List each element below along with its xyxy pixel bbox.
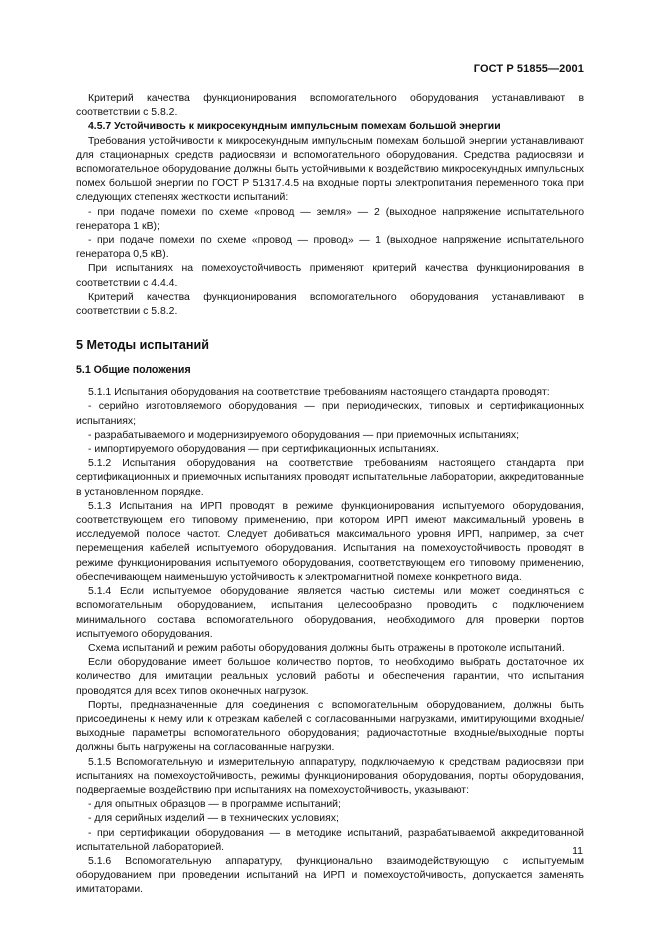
paragraph: - при подаче помехи по схеме «провод — провод» — 1 (выходное напряжение испытательного генератора 0,5 кВ). <box>76 235 584 261</box>
paragraph: 5.1.4 Если испытуемое оборудование является частью системы или может соединяться с вспомогательным оборудованием, испытания целесообразно проводить с подключением минимального состава вспомогательного оборудования, необходимого для проверки портов испытуемого оборудования. <box>76 586 584 640</box>
paragraph: 5.1.2 Испытания оборудования на соответствие требованиям настоящего стандарта при сертификационных и приемочных испытаниях проводят испытательные лаборатории, аккредитованные в установленном порядке. <box>76 458 584 498</box>
paragraph: Требования устойчивости к микросекундным импульсным помехам большой энергии устанавливают для стационарных средств радиосвязи и вспомогательного оборудования. Средства радиосвязи и вспомогательное оборудование должны быть устойчивыми к воздействию микросекундных импульсных помех большой энергии по ГОСТ Р 51317.4.5 на входные порты электропитания переменного тока при следующих степенях жесткости испытаний: <box>76 135 584 204</box>
paragraph: Если оборудование имеет большое количество портов, то необходимо выбрать достаточное их количество для имитации реальных условий работы и обеспечения гарантии, что испытания проводятся для всех типов оконечных нагрузок. <box>76 657 584 697</box>
paragraph: 5.1.6 Вспомогательную аппаратуру, функционально взаимодействующую с испытуемым оборудованием при проведении испытаний на ИРП и помехоустойчивость, допускается заменять имитаторами. <box>76 855 584 896</box>
paragraph: - при подаче помехи по схеме «провод — земля» — 2 (выходное напряжение испытательного генератора 1 кВ); <box>76 206 584 232</box>
document-id-header: ГОСТ Р 51855—2001 <box>473 63 584 75</box>
paragraph: Порты, предназначенные для соединения с вспомогательным оборудованием, должны быть присоединены к нему или к отрезкам кабелей с согласованными нагрузками, имитирующими входные/выходные параметры вспомогательного оборудования; радиочастотные входные/выходные порты должны быть нагружены на согласованные нагрузки. <box>76 699 584 754</box>
paragraph: Критерий качества функционирования вспомогательного оборудования устанавливают в соответствии с 5.8.2. <box>76 291 584 318</box>
paragraph: - для опытных образцов — в программе испытаний; <box>88 799 341 811</box>
paragraph: 5.1.1 Испытания оборудования на соответствие требованиям настоящего стандарта проводят: <box>88 387 550 399</box>
paragraph: 5.1.3 Испытания на ИРП проводят в режиме функционирования испытуемого оборудования, соответствующем его типовому применению, при котором ИРП имеют максимальный уровень в исследуемой полосе частот. Следует добиваться максимального уровня ИРП, например, за счет перемещения кабелей испытуемого оборудования. Испытания на помехоустойчивость проводят в режиме функционирования испытуемого оборудования, соответствующем его типовому применению, обеспечивающем наименьшую устойчивость к электромагнитной помехе конкретного вида. <box>76 500 584 583</box>
section-heading: 5 Методы испытаний <box>76 338 209 353</box>
paragraph: Критерий качества функционирования вспомогательного оборудования устанавливают в соответствии с 5.8.2. <box>76 93 584 119</box>
paragraph: - разрабатываемого и модернизируемого оборудования — при приемочных испытаниях; <box>88 429 520 441</box>
subsection-title: 5.1 Общие положения <box>76 364 191 377</box>
paragraph: 5.1.5 Вспомогательную и измерительную аппаратуру, подключаемую к средствам радиосвязи при испытаниях на помехоустойчивость, режимы функционирования оборудования, порты оборудования, подвергаемые воздействию при испытаниях на помехоустойчивость, указывают: <box>76 756 584 796</box>
paragraph: При испытаниях на помехоустойчивость применяют критерий качества функционирования в соответствии с 4.4.4. <box>76 263 584 289</box>
paragraph: - импортируемого оборудования — при сертификационных испытаниях. <box>88 444 439 456</box>
page-number: 11 <box>572 845 583 857</box>
paragraph: - при сертификации оборудования — в методике испытаний, разрабатываемой аккредитованной испытательной лабораторией. <box>76 827 584 853</box>
paragraph: Схема испытаний и режим работы оборудования должны быть отражены в протоколе испытаний. <box>88 642 565 654</box>
document-body <box>76 92 584 898</box>
paragraph: - серийно изготовляемого оборудования — при периодических, типовых и сертификационных испытаниях; <box>76 401 584 427</box>
paragraph: - для серийных изделий — в технических условиях; <box>88 813 339 825</box>
subsection-heading: 4.5.7 Устойчивость к микросекундным импульсным помехам большой энергии <box>88 121 501 133</box>
